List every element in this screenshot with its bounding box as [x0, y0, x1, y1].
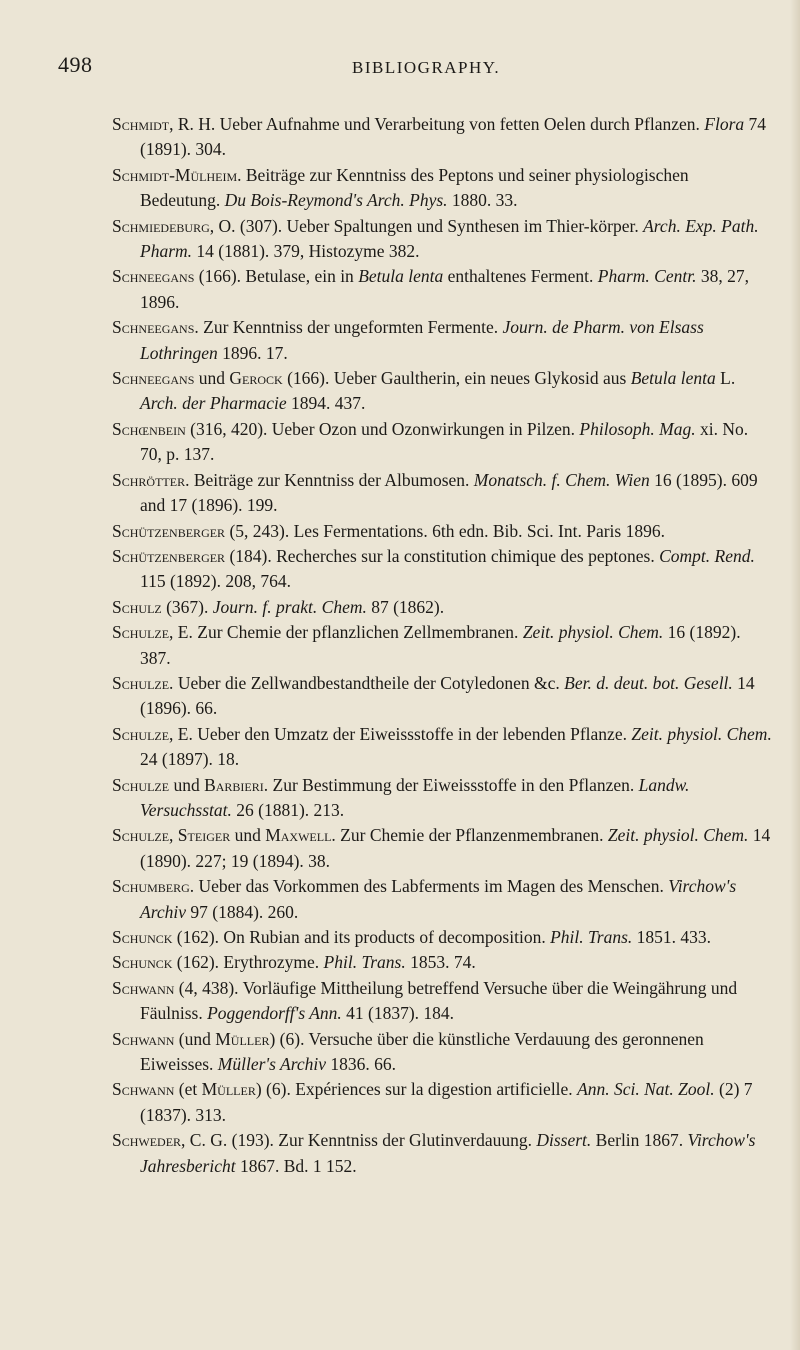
- bibliography-entry: [112, 468, 772, 519]
- entry-text: Zur Chemie der pflanzlichen Zellmembranen.: [192, 622, 523, 643]
- entry-text: (166). Ueber Gaultherin, ein neues Glykosid aus: [282, 368, 631, 389]
- entry-journal: Monatsch. f. Chem. Wien: [473, 469, 650, 490]
- entry-author: Schunck: [112, 927, 173, 947]
- entry-text: (2) 7 (1837). 313.: [140, 1079, 753, 1125]
- entry-journal: Virchow's Jahresbericht: [140, 1130, 756, 1176]
- entry-text: 1894. 437.: [286, 393, 366, 414]
- entry-journal: Virchow's Archiv: [140, 876, 737, 922]
- entry-text: 41 (1837). 184.: [341, 1003, 455, 1024]
- entry-author: Schunck: [112, 952, 173, 973]
- bibliography-entry: [112, 264, 772, 315]
- entry-journal: Poggendorff's Ann.: [207, 1003, 342, 1024]
- entry-text: (184). Recherches sur la constitution chimique des peptones.: [225, 545, 660, 566]
- entry-author: Schmiedeburg, O.: [112, 215, 236, 236]
- entry-journal: Du Bois-Reymond's Arch. Phys.: [224, 190, 448, 211]
- entry-text: 16 (1892). 387.: [140, 622, 741, 668]
- entry-journal: Landw. Versuchsstat.: [140, 774, 690, 820]
- entry-text: Ueber den Umzatz der Eiweissstoffe in der lebenden Pflanze.: [192, 723, 632, 744]
- entry-author: Schneegans.: [112, 317, 199, 338]
- entry-journal: Zeit. physiol. Chem.: [522, 622, 664, 643]
- entry-author: Schützenberger: [112, 520, 226, 541]
- entry-text: und: [194, 368, 230, 389]
- entry-text: ) (6). Expériences sur la digestion artificielle.: [255, 1079, 578, 1100]
- bibliography-entry: [112, 874, 772, 925]
- entry-author: Schulz: [112, 596, 162, 617]
- page-header: [0, 52, 800, 92]
- bibliography-entry: [112, 823, 772, 874]
- running-head: BIBLIOGRAPHY.: [352, 58, 501, 77]
- bibliography-entry: [112, 671, 772, 722]
- bibliography-entry: [112, 976, 772, 1027]
- entry-text: (5, 243). Les Fermentations. 6th edn. Bib. Sci. Int. Paris 1896.: [225, 520, 665, 541]
- entry-journal: Philosoph. Mag.: [579, 418, 696, 439]
- entry-author: Schmidt-Mülheim.: [112, 164, 242, 185]
- entry-author: Schwann: [112, 1028, 175, 1049]
- bibliography-entry: [112, 163, 772, 214]
- entry-text: (193). Zur Kenntniss der Glutinverdauung.: [227, 1130, 537, 1151]
- entry-text: 1836. 66.: [326, 1054, 397, 1075]
- entry-text: 14 (1890). 227; 19 (1894). 38.: [140, 825, 771, 871]
- entry-journal: Arch. Exp. Path. Pharm.: [140, 215, 759, 262]
- bibliography-entry: [112, 544, 772, 595]
- entry-text: enthaltenes Ferment.: [443, 266, 598, 287]
- entry-text: xi. No. 70, p. 137.: [140, 418, 749, 465]
- entry-text: (und: [174, 1028, 216, 1049]
- entry-text: (307). Ueber Spaltungen und Synthesen im Thier-körper.: [235, 215, 644, 236]
- bibliography-entry: [112, 366, 772, 417]
- entry-author: Schmidt, R. H.: [112, 114, 216, 134]
- entry-author: Schulze.: [112, 672, 174, 693]
- bibliography-entry: [112, 595, 772, 620]
- entry-author: Schulze, E.: [112, 622, 193, 643]
- entry-journal: Phil. Trans.: [550, 927, 633, 947]
- page-number: 498: [58, 52, 93, 77]
- entry-author: Schumberg.: [112, 876, 195, 897]
- entry-text: 14 (1881). 379, Histozyme 382.: [192, 241, 420, 262]
- entry-author: Gerock: [229, 368, 283, 389]
- entry-text: Ueber Aufnahme und Verarbeitung von fetten Oelen durch Pflanzen.: [215, 114, 705, 134]
- page-edge: [790, 0, 800, 1350]
- entry-journal: Ann. Sci. Nat. Zool.: [577, 1079, 715, 1100]
- bibliography-entry: [112, 417, 772, 468]
- entry-text: (162). On Rubian and its products of decomposition.: [172, 927, 551, 947]
- entry-journal: Pharm. Centr.: [597, 266, 697, 287]
- entry-text: 16 (1895). 609 and 17 (1896). 199.: [140, 469, 758, 516]
- entry-text: Berlin 1867.: [591, 1130, 688, 1151]
- bibliography-entry: [112, 315, 772, 366]
- entry-author: Schulze, E.: [112, 723, 193, 744]
- entry-text: Ueber die Zellwandbestandtheile der Cotyledonen &c.: [173, 672, 565, 693]
- entry-text: (et: [174, 1079, 202, 1100]
- bibliography-entry: [112, 950, 772, 975]
- entry-author: Müller: [215, 1028, 270, 1049]
- entry-author: Müller: [201, 1079, 256, 1100]
- entry-text: (166). Betulase, ein in: [194, 266, 359, 287]
- entry-journal: Ber. d. deut. bot. Gesell.: [564, 672, 733, 693]
- entry-author: Maxwell.: [265, 825, 336, 846]
- entry-text: 26 (1881). 213.: [231, 799, 345, 820]
- entry-journal: Arch. der Pharmacie: [140, 393, 287, 414]
- entry-journal: Zeit. physiol. Chem.: [631, 723, 772, 744]
- entry-author: Schützenberger: [112, 545, 226, 566]
- entry-text: 1867. Bd. 1 152.: [235, 1155, 357, 1176]
- entry-text: ) (6). Versuche über die künstliche Verdauung des geronnenen Eiweisses.: [140, 1028, 704, 1075]
- entry-text: Beiträge zur Kenntniss des Peptons und seiner physiologischen Bedeutung.: [140, 164, 689, 211]
- entry-text: 1880. 33.: [447, 190, 518, 211]
- entry-author: Schulze: [112, 774, 170, 795]
- entry-author: Barbieri.: [204, 774, 269, 795]
- bibliography-entry: [112, 1077, 772, 1128]
- entry-journal: Compt. Rend.: [659, 545, 755, 566]
- entry-text: 38, 27, 1896.: [140, 266, 749, 312]
- entry-journal: Flora: [704, 114, 745, 134]
- bibliography-entry: [112, 519, 772, 544]
- entry-text: 14 (1896). 66.: [140, 672, 755, 719]
- entry-author: Schweder, C. G.: [112, 1130, 228, 1151]
- entry-author: Schwann: [112, 977, 175, 998]
- entry-text: 74 (1891). 304.: [140, 114, 767, 160]
- entry-text: 87 (1862).: [366, 596, 445, 617]
- entry-text: (4, 438). Vorläufige Mittheilung betreffend Versuche über die Weingährung und Fäulniss.: [140, 977, 738, 1024]
- bibliography-entry: [112, 722, 772, 773]
- entry-text: 115 (1892). 208, 764.: [140, 571, 292, 592]
- bibliography-entry: [112, 1128, 772, 1179]
- entry-text: und: [230, 825, 266, 846]
- entry-text: Beiträge zur Kenntniss der Albumosen.: [189, 469, 474, 490]
- bibliography-entry: [112, 925, 772, 950]
- bibliography-entry: [112, 112, 772, 163]
- entry-text: 1853. 74.: [405, 952, 476, 973]
- entry-text: L.: [715, 368, 736, 389]
- entry-author: Schulze, Steiger: [112, 825, 231, 846]
- entry-author: Schneegans: [112, 368, 195, 389]
- entry-text: Ueber das Vorkommen des Labferments im Magen des Menschen.: [194, 876, 669, 897]
- bibliography-entry: [112, 1027, 772, 1078]
- entry-journal: Betula lenta: [358, 266, 444, 287]
- entry-text: (162). Erythrozyme.: [172, 952, 324, 973]
- bibliography-entry: [112, 620, 772, 671]
- entry-text: 1851. 433.: [632, 927, 712, 947]
- entry-journal: Dissert.: [536, 1130, 592, 1151]
- bibliography-list: [112, 112, 772, 1179]
- entry-journal: Journ. f. prakt. Chem.: [212, 596, 367, 617]
- entry-journal: Zeit. physiol. Chem.: [607, 825, 749, 846]
- entry-author: Schœnbein: [112, 418, 186, 439]
- entry-text: und: [169, 774, 205, 795]
- entry-author: Schrötter.: [112, 469, 190, 490]
- entry-journal: Müller's Archiv: [217, 1054, 327, 1075]
- entry-text: 97 (1884). 260.: [186, 901, 299, 922]
- entry-author: Schneegans: [112, 266, 195, 287]
- entry-text: 24 (1897). 18.: [140, 749, 240, 770]
- entry-text: 1896. 17.: [217, 342, 288, 363]
- entry-text: Zur Kenntniss der ungeformten Fermente.: [198, 317, 503, 338]
- entry-text: Zur Bestimmung der Eiweissstoffe in den Pflanzen.: [268, 774, 639, 795]
- bibliography-entry: [112, 214, 772, 265]
- bibliography-entry: [112, 773, 772, 824]
- entry-journal: Betula lenta: [630, 368, 716, 389]
- entry-author: Schwann: [112, 1079, 175, 1100]
- entry-text: (367).: [161, 596, 213, 617]
- entry-journal: Journ. de Pharm. von Elsass Lothringen: [140, 317, 704, 363]
- entry-journal: Phil. Trans.: [323, 952, 406, 973]
- entry-text: (316, 420). Ueber Ozon und Ozonwirkungen in Pilzen.: [185, 418, 580, 439]
- entry-text: Zur Chemie der Pflanzenmembranen.: [335, 825, 608, 846]
